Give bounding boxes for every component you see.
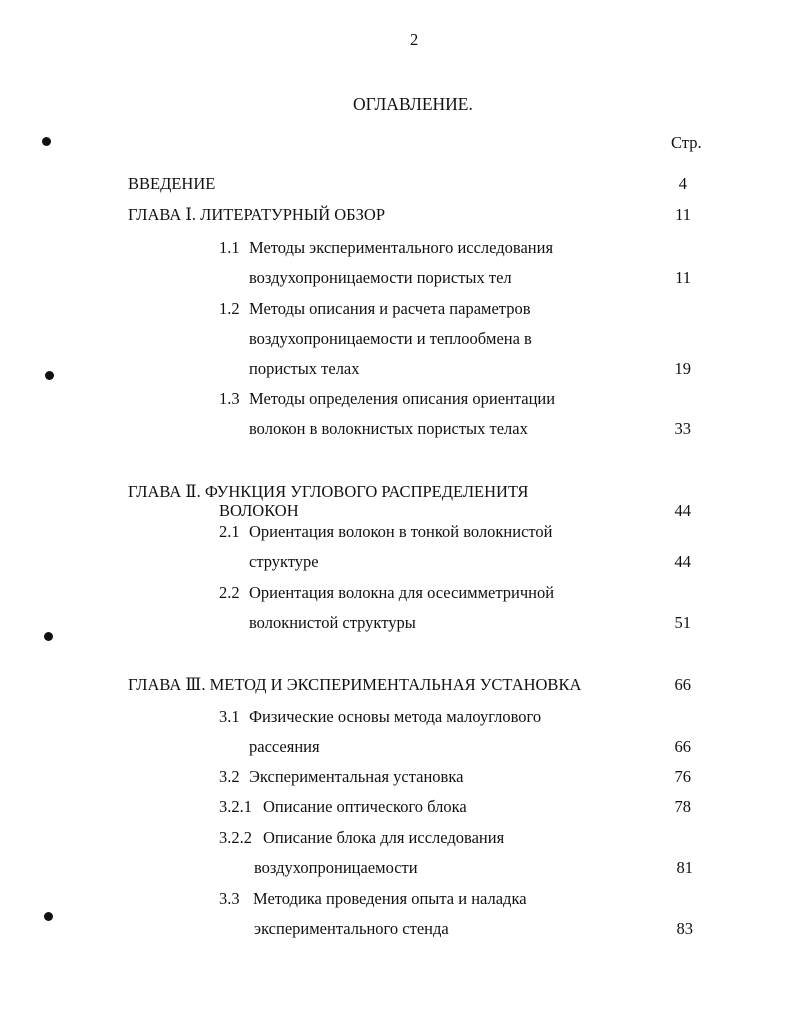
toc-page: 44 [674, 552, 691, 571]
toc-subsection-number: 3.2.2 [219, 828, 252, 847]
toc-section-number: 3.2 [219, 767, 240, 786]
toc-page: 11 [675, 268, 691, 287]
toc-page: 11 [675, 205, 691, 224]
page-title: ОГЛАВЛЕНИЕ. [353, 94, 473, 114]
toc-section-title: Ориентация волокна для осесимметричной [249, 583, 555, 602]
toc-subsection-title-cont: воздухопроницаемости [254, 858, 418, 877]
toc-section-number: 1.2 [219, 299, 240, 318]
toc-subsection-title: Описание оптического блока [263, 797, 467, 816]
toc-section-title-cont: пористых телах [249, 359, 360, 378]
toc-section-number: 1.3 [219, 389, 240, 408]
margin-dot [44, 632, 53, 641]
toc-section-title-cont: воздухопроницаемости и теплообмена в [249, 329, 532, 348]
margin-dot [44, 912, 53, 921]
toc-section-title-cont: структуре [249, 552, 319, 571]
toc-page: 19 [674, 359, 691, 378]
toc-section-title: Ориентация волокон в тонкой волокнистой [249, 522, 553, 541]
toc-chapter-cont: ВОЛОКОН [219, 501, 299, 520]
toc-page: 66 [674, 675, 691, 694]
toc-page: 83 [676, 919, 693, 938]
toc-section-title: Физические основы метода малоуглового [249, 707, 542, 726]
toc-section-number: 3.1 [219, 707, 240, 726]
toc-intro: ВВЕДЕНИЕ [128, 174, 216, 193]
toc-chapter: ГЛАВА Ⅲ. МЕТОД И ЭКСПЕРИМЕНТАЛЬНАЯ УСТАНОВКА [128, 675, 582, 694]
toc-chapter: ГЛАВА Ⅱ. ФУНКЦИЯ УГЛОВОГО РАСПРЕДЕЛЕНИТЯ [128, 482, 529, 501]
toc-section-title-cont: волокнистой структуры [249, 613, 416, 632]
toc-page: 76 [674, 767, 691, 786]
toc-page: 78 [674, 797, 691, 816]
toc-section-title: Методы экспериментального исследования [249, 238, 554, 257]
page-number: 2 [410, 30, 419, 49]
toc-section-number: 1.1 [219, 238, 240, 257]
toc-page: 51 [674, 613, 691, 632]
toc-page: 33 [674, 419, 691, 438]
margin-dot [42, 137, 51, 146]
toc-section-title: Методы описания и расчета параметров [249, 299, 531, 318]
toc-section-number: 2.1 [219, 522, 240, 541]
toc-section-title-cont: волокон в волокнистых пористых телах [249, 419, 528, 438]
toc-section-title: Методика проведения опыта и наладка [253, 889, 527, 908]
toc-subsection-title: Описание блока для исследования [263, 828, 505, 847]
toc-page: 81 [676, 858, 693, 877]
toc-subsection-number: 3.2.1 [219, 797, 252, 816]
toc-page: 44 [674, 501, 691, 520]
page-column-header: Стр. [671, 133, 702, 152]
toc-section-number: 3.3 [219, 889, 240, 908]
toc-chapter: ГЛАВА Ⅰ. ЛИТЕРАТУРНЫЙ ОБЗОР [128, 205, 386, 224]
toc-section-title: Экспериментальная установка [249, 767, 464, 786]
toc-page: 4 [678, 174, 687, 193]
toc-section-title: Методы определения описания ориентации [249, 389, 556, 408]
margin-dot [45, 371, 54, 380]
toc-section-title-cont: рассеяния [249, 737, 320, 756]
toc-section-number: 2.2 [219, 583, 240, 602]
toc-section-title-cont: воздухопроницаемости пористых тел [249, 268, 512, 287]
toc-page: 66 [674, 737, 691, 756]
toc-section-title-cont: экспериментального стенда [254, 919, 449, 938]
